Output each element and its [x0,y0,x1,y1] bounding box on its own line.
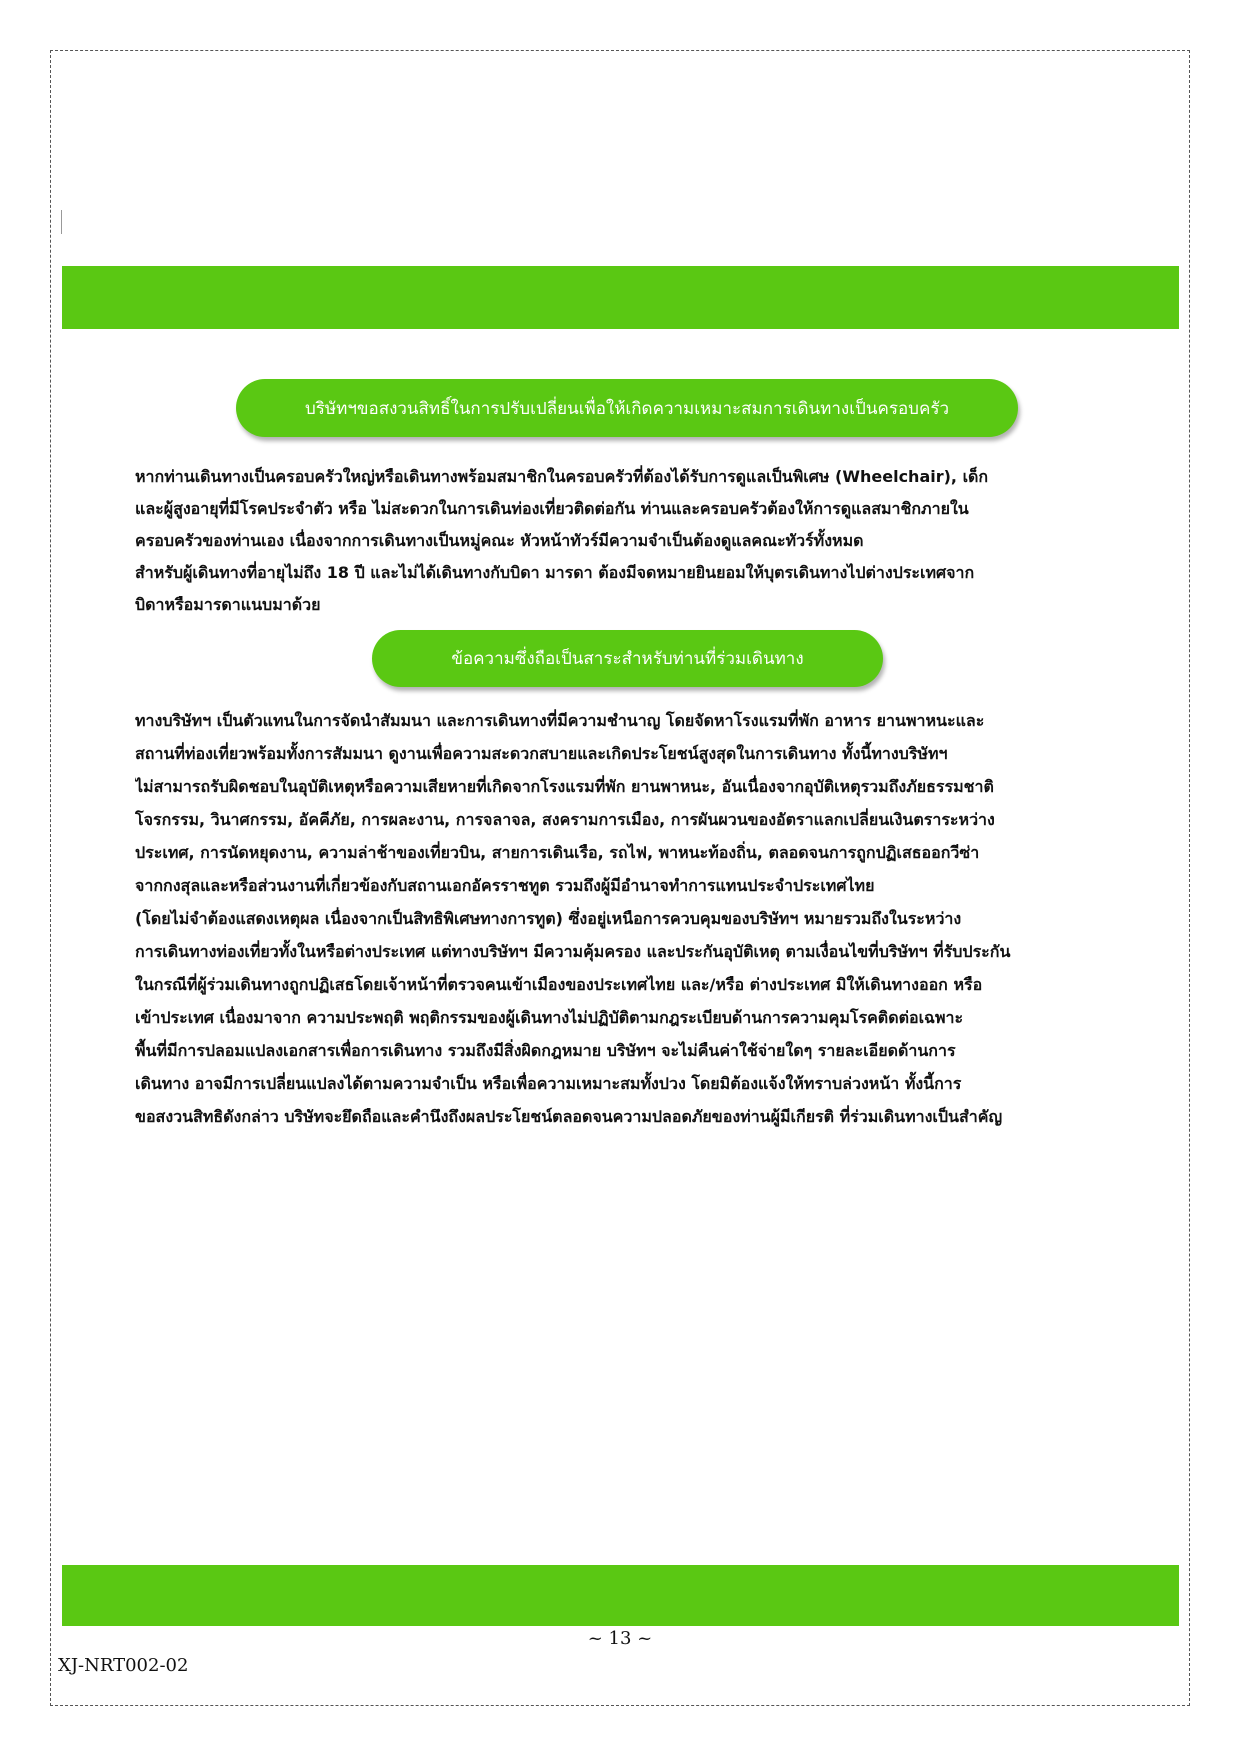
paragraph-line: ไม่สามารถรับผิดชอบในอุบัติเหตุหรือความเสียหายที่เกิดจากโรงแรมที่พัก ยานพาหนะ, อันเนื่องจากอุบัติเหตุรวมถึงภัยธรรมชาติ [135,777,994,796]
page-number: ~ 13 ~ [587,1628,653,1649]
paragraph-line: ทางบริษัทฯ เป็นตัวแทนในการจัดนำสัมมนา และการเดินทางที่มีความชำนาญ โดยจัดหาโรงแรมที่พัก อาหาร ยานพาหนะและ [135,711,985,730]
footer-green-band [62,1565,1179,1626]
paragraph-line: พื้นที่มีการปลอมแปลงเอกสารเพื่อการเดินทาง รวมถึงมีสิ่งผิดกฎหมาย บริษัทฯ จะไม่คืนค่าใช้จ่ายใดๆ รายละเอียดด้านการ [135,1041,956,1060]
section-title-pill: ข้อความซึ่งถือเป็นสาระสำหรับท่านที่ร่วมเดินทาง [372,630,883,687]
paragraph-line: (โดยไม่จำต้องแสดงเหตุผล เนื่องจากเป็นสิทธิพิเศษทางการทูต) ซึ่งอยู่เหนือการควบคุมของบริษัทฯ หมายรวมถึงในระหว่าง [135,909,962,928]
paragraph-line: เข้าประเทศ เนื่องมาจาก ความประพฤติ พฤติกรรมของผู้เดินทางไม่ปฏิบัติตามกฎระเบียบด้านการความคุมโรคติดต่อเฉพาะ [135,1008,964,1027]
paragraph-line: และผู้สูงอายุที่มีโรคประจำตัว หรือ ไม่สะดวกในการเดินท่องเที่ยวติดต่อกัน ท่านและครอบครัวต้องให้การดูแลสมาชิกภายใน [135,499,969,518]
paragraph-line: ขอสงวนสิทธิดังกล่าว บริษัทจะยึดถือและคำนึงถึงผลประโยชน์ตลอดจนความปลอดภัยของท่านผู้มีเกียรติ ที่ร่วมเดินทางเป็นสำคัญ [135,1107,1003,1126]
paragraph-line: ในกรณีที่ผู้ร่วมเดินทางถูกปฏิเสธโดยเจ้าหน้าที่ตรวจคนเข้าเมืองของประเทศไทย และ/หรือ ต่างประเทศ มิให้เดินทางออก หรือ [135,975,983,994]
paragraph-line: การเดินทางท่องเที่ยวทั้งในหรือต่างประเทศ แต่ทางบริษัทฯ มีความคุ้มครอง และประกันอุบัติเหตุ ตามเงื่อนไขที่บริษัทฯ ที่รับประกัน [135,942,1011,961]
paragraph-line: บิดาหรือมารดาแนบมาด้วย [135,595,321,614]
paragraph-line: สถานที่ท่องเที่ยวพร้อมทั้งการสัมมนา ดูงานเพื่อความสะดวกสบายและเกิดประโยชน์สูงสุดในการเดินทาง ทั้งนี้ทางบริษัทฯ [135,744,948,763]
paragraph-line: สำหรับผู้เดินทางที่อายุไม่ถึง 18 ปี และไม่ได้เดินทางกับบิดา มารดา ต้องมีจดหมายยินยอมให้บุตรเดินทางไปต่างประเทศจาก [135,563,975,582]
text-cursor [61,210,62,234]
paragraph-line: หากท่านเดินทางเป็นครอบครัวใหญ่หรือเดินทางพร้อมสมาชิกในครอบครัวที่ต้องได้รับการดูแลเป็นพิเศษ (Wheelchair), เด็ก [135,467,989,486]
section-title-pill: บริษัทฯขอสงวนสิทธิ์ในการปรับเปลี่ยนเพื่อให้เกิดความเหมาะสมการเดินทางเป็นครอบครัว [236,379,1018,437]
family-travel-paragraph [135,461,1120,621]
paragraph-line: ประเทศ, การนัดหยุดงาน, ความล่าช้าของเที่ยวบิน, สายการเดินเรือ, รถไฟ, พาหนะท้องถิ่น, ตลอดจนการถูกปฏิเสธออกวีซ่า [135,843,980,862]
paragraph-line: จากกงสุลและหรือส่วนงานที่เกี่ยวข้องกับสถานเอกอัครราชทูต รวมถึงผู้มีอำนาจทำการแทนประจำประเทศไทย [135,876,875,895]
header-green-band [62,266,1179,329]
paragraph-line: โจรกรรม, วินาศกรรม, อัคคีภัย, การผละงาน, การจลาจล, สงครามการเมือง, การผันผวนของอัตราแลกเปลี่ยนเงินตราระหว่าง [135,810,995,829]
paragraph-line: ครอบครัวของท่านเอง เนื่องจากการเดินทางเป็นหมู่คณะ หัวหน้าทัวร์มีความจำเป็นต้องดูแลคณะทัวร์ทั้งหมด [135,531,864,550]
document-code: XJ-NRT002-02 [58,1655,189,1676]
paragraph-line: เดินทาง อาจมีการเปลี่ยนแปลงได้ตามความจำเป็น หรือเพื่อความเหมาะสมทั้งปวง โดยมิต้องแจ้งให้ทราบล่วงหน้า ทั้งนี้การ [135,1074,962,1093]
terms-paragraph [135,704,1120,1133]
